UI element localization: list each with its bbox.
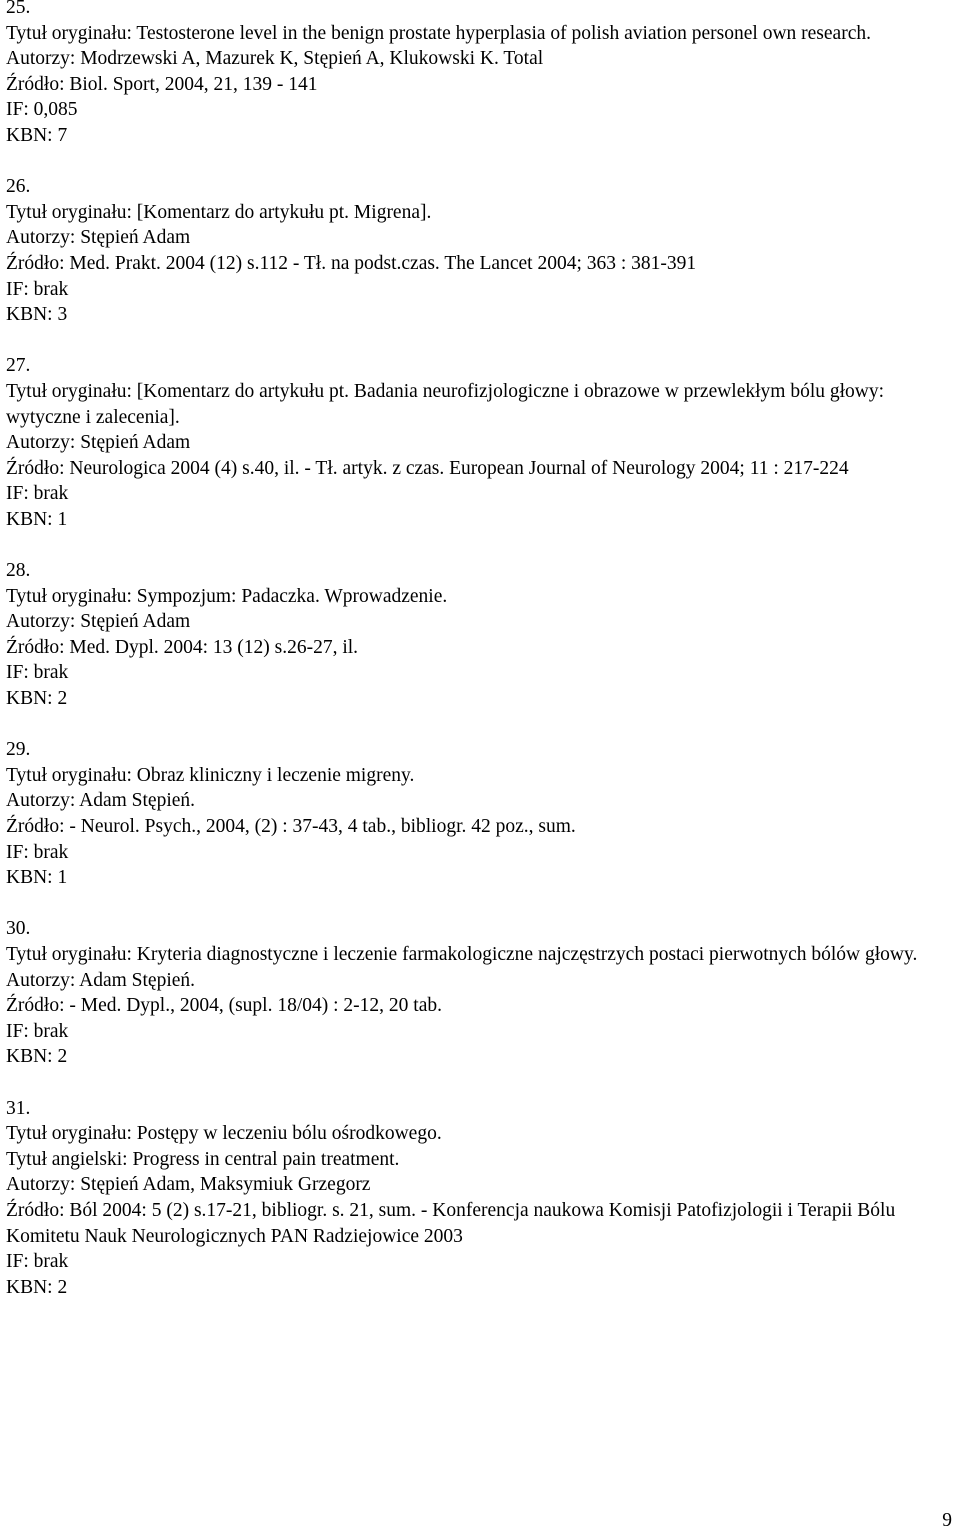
authors: Autorzy: Adam Stępień. [6, 790, 196, 812]
impact-factor: IF: brak [6, 841, 69, 863]
kbn-score: KBN: 2 [6, 1046, 68, 1068]
original-title: Tytuł oryginału: Testosterone level in the benign prostate hyperplasia of polish aviation personel own research. [6, 22, 871, 44]
entry-number: 29. [6, 739, 31, 761]
impact-factor: IF: brak [6, 1251, 69, 1273]
original-title: Tytuł oryginału: Sympozjum: Padaczka. Wprowadzenie. [6, 585, 448, 607]
original-title: Tytuł oryginału: Kryteria diagnostyczne i leczenie farmakologiczne najczęstrzych postaci pierwotnych bólów głowy. [6, 943, 918, 965]
source: Źródło: - Neurol. Psych., 2004, (2) : 37-43, 4 tab., bibliogr. 42 poz., sum. [6, 816, 576, 837]
entry-number: 26. [6, 176, 31, 198]
entry-number: 27. [6, 355, 31, 377]
entry-number: 25. [6, 0, 31, 18]
source: Źródło: - Med. Dypl., 2004, (supl. 18/04) : 2-12, 20 tab. [6, 995, 442, 1017]
impact-factor: IF: brak [6, 1020, 69, 1042]
entry-number: 28. [6, 560, 31, 582]
source: Źródło: Neurologica 2004 (4) s.40, il. - Tł. artyk. z czas. European Journal of Neurology 2004; 11 : 217-224 [6, 457, 849, 479]
kbn-score: KBN: 3 [6, 304, 68, 326]
source: Źródło: Med. Dypl. 2004: 13 (12) s.26-27, il. [6, 636, 359, 658]
source: Źródło: Med. Prakt. 2004 (12) s.112 - Tł. na podst.czas. The Lancet 2004; 363 : 381-391 [6, 252, 697, 274]
page-number: 9 [942, 1510, 952, 1531]
kbn-score: KBN: 1 [6, 867, 68, 889]
original-title: Tytuł oryginału: Obraz kliniczny i leczenie migreny. [6, 764, 415, 786]
bibliography-entry-30 [6, 916, 956, 1070]
kbn-score: KBN: 2 [6, 688, 68, 710]
original-title: Tytuł oryginału: Postępy w leczeniu bólu ośrodkowego. [6, 1123, 442, 1145]
impact-factor: IF: brak [6, 662, 69, 684]
authors: Autorzy: Stępień Adam [6, 611, 191, 633]
english-title: Tytuł angielski: Progress in central pain treatment. [6, 1148, 400, 1170]
authors: Autorzy: Stępień Adam [6, 432, 191, 454]
original-title: Tytuł oryginału: [Komentarz do artykułu pt. Badania neurofizjologiczne i obrazowe w przewlekłym bólu głowy: wytyczne i zalecenia]. [6, 380, 885, 428]
source: Źródło: Biol. Sport, 2004, 21, 139 - 141 [6, 73, 318, 95]
impact-factor: IF: brak [6, 483, 69, 505]
kbn-score: KBN: 7 [6, 124, 68, 146]
authors: Autorzy: Stępień Adam, Maksymiuk Grzegorz [6, 1174, 371, 1196]
kbn-score: KBN: 2 [6, 1276, 68, 1298]
source: Źródło: Ból 2004: 5 (2) s.17-21, bibliogr. s. 21, sum. - Konferencja naukowa Komisji Patofizjologii i Terapii Bólu Komitetu Nauk Neurologicznych PAN Radziejowice 2003 [6, 1199, 896, 1247]
bibliography-entry-27 [6, 353, 956, 532]
authors: Autorzy: Modrzewski A, Mazurek K, Stępień A, Klukowski K. Total [6, 48, 544, 70]
bibliography-entry-28 [6, 558, 956, 712]
bibliography-entry-31 [6, 1096, 956, 1301]
document-page [6, 0, 956, 1326]
kbn-score: KBN: 1 [6, 508, 68, 530]
impact-factor: IF: 0,085 [6, 99, 78, 121]
original-title: Tytuł oryginału: [Komentarz do artykułu pt. Migrena]. [6, 201, 432, 223]
bibliography-entry-26 [6, 174, 956, 328]
impact-factor: IF: brak [6, 278, 69, 300]
authors: Autorzy: Adam Stępień. [6, 969, 196, 991]
authors: Autorzy: Stępień Adam [6, 227, 191, 249]
bibliography-entry-25 [6, 0, 956, 149]
entry-number: 30. [6, 918, 31, 940]
bibliography-entry-29 [6, 737, 956, 891]
entry-number: 31. [6, 1097, 31, 1119]
